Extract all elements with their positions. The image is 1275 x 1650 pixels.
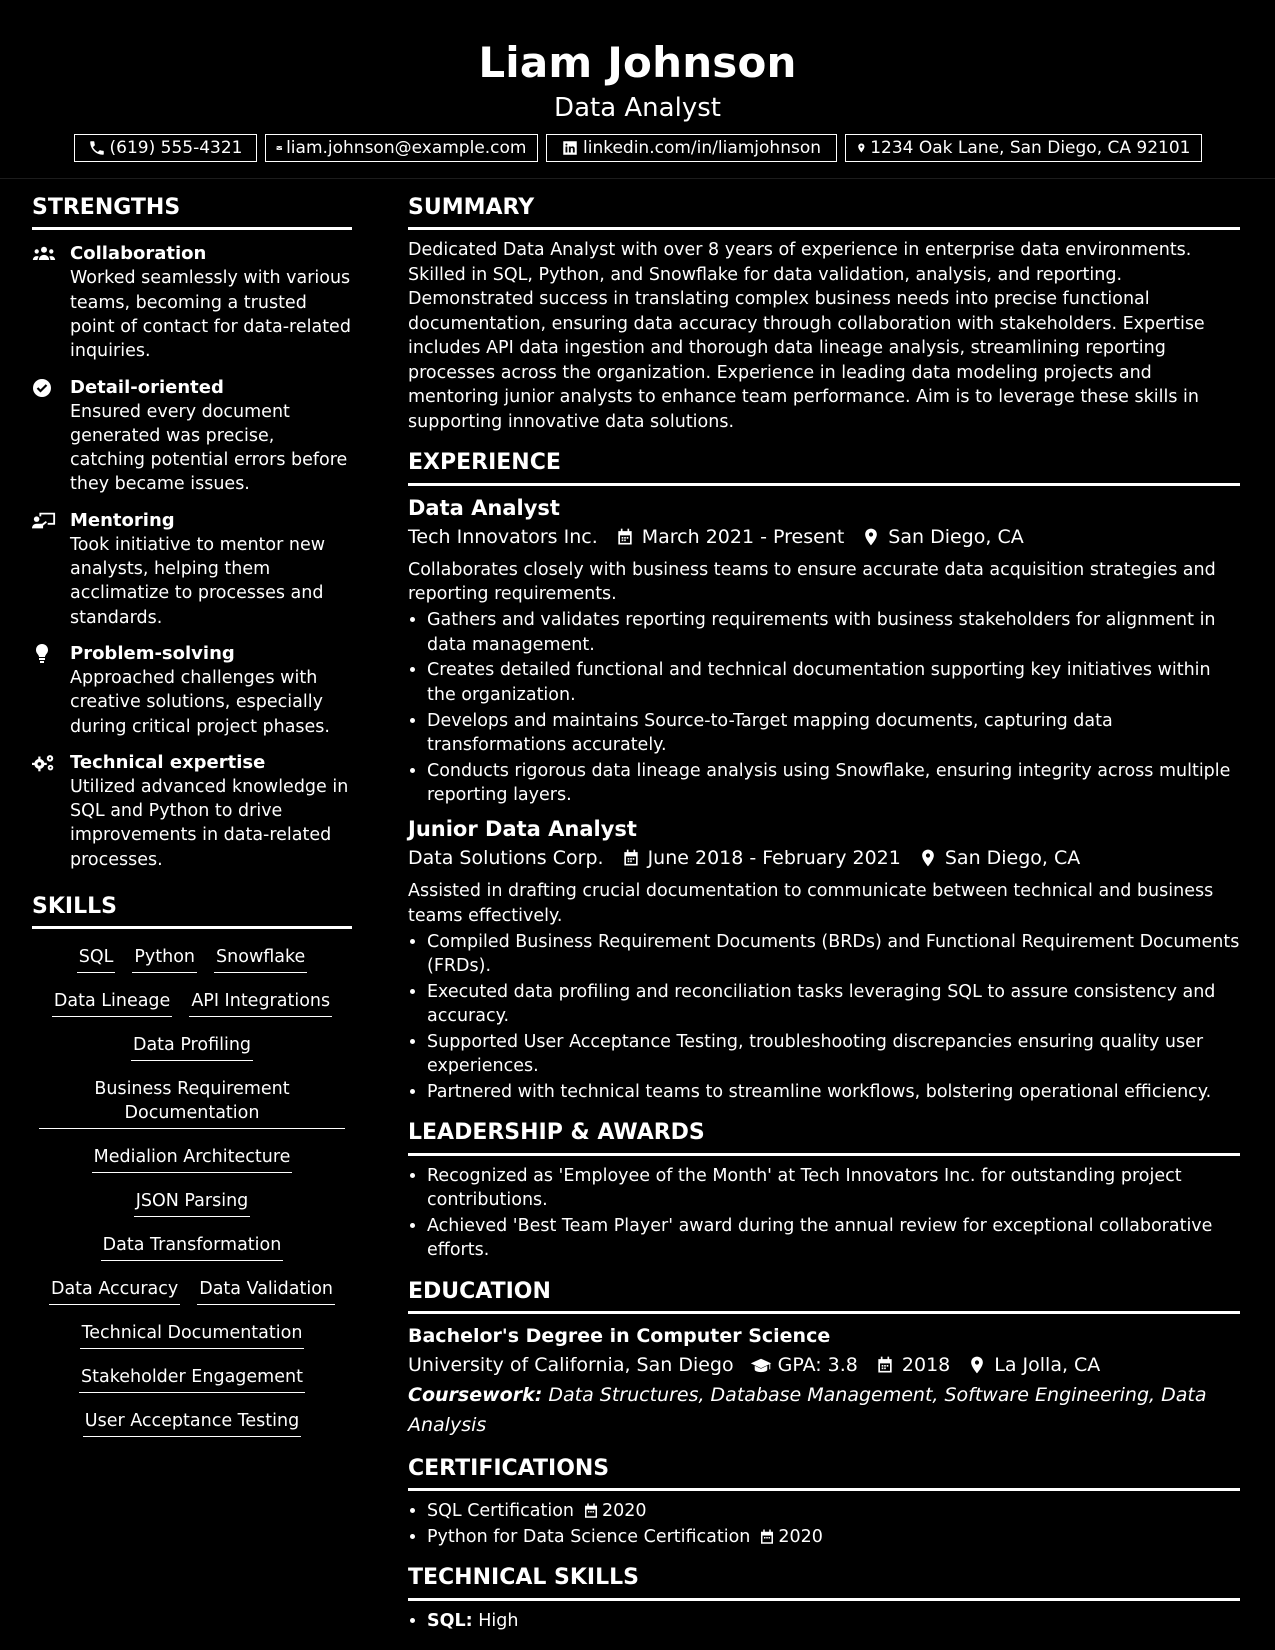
skill-tag: Technical Documentation xyxy=(80,1321,305,1349)
candidate-name: Liam Johnson xyxy=(478,38,797,87)
job-description: Assisted in drafting crucial documentation to communicate between technical and business teams effectively. xyxy=(408,881,1214,926)
skills-list xyxy=(32,945,352,1437)
skill-tag: Data Profiling xyxy=(131,1033,253,1061)
strength-desc: Took initiative to mentor new analysts, helping them acclimatize to processes and standards. xyxy=(70,534,326,628)
job-title: Data Analyst xyxy=(408,495,560,520)
skill-tag: Medialion Architecture xyxy=(92,1145,293,1173)
job-title: Junior Data Analyst xyxy=(408,817,637,842)
strength-desc: Ensured every document generated was precise, catching potential errors before they became issues. xyxy=(70,401,348,495)
gpa: GPA: 3.8 xyxy=(777,1353,858,1376)
certifications-list xyxy=(408,1499,1240,1549)
cert-name: • Python for Data Science Certification xyxy=(427,1527,751,1548)
leadership-list xyxy=(408,1164,1240,1263)
linkedin-icon xyxy=(561,139,579,157)
skill-tag: SQL xyxy=(77,945,116,973)
calendar-icon xyxy=(874,1355,896,1375)
left-column xyxy=(32,195,352,1453)
calendar-icon xyxy=(582,1502,600,1520)
job-bullet: • Partnered with technical teams to streamline workflows, bolstering operational efficiency. xyxy=(427,1080,1240,1104)
job-bullet: • Compiled Business Requirement Documents (BRDs) and Functional Requirement Documents (FRDs). xyxy=(427,930,1240,979)
education-heading: EDUCATION xyxy=(408,1279,1240,1314)
strength-title: Collaboration xyxy=(70,243,207,265)
job-dates: June 2018 - February 2021 xyxy=(647,847,901,870)
job-bullet: • Develops and maintains Source-to-Target mapping documents, capturing data transformations accurately. xyxy=(427,709,1240,758)
address-text: 1234 Oak Lane, San Diego, CA 92101 xyxy=(870,138,1191,158)
technical-skill-item xyxy=(427,1609,1240,1633)
summary-heading: SUMMARY xyxy=(408,195,1240,230)
job-entry xyxy=(408,494,1240,807)
technical-skills-heading: TECHNICAL SKILLS xyxy=(408,1565,1240,1600)
email-text: liam.johnson@example.com xyxy=(286,138,527,158)
school-name: University of California, San Diego xyxy=(408,1353,734,1376)
skill-tag: Data Lineage xyxy=(52,989,172,1017)
calendar-icon xyxy=(620,848,642,868)
phone-contact[interactable] xyxy=(74,134,257,162)
skill-tag: Stakeholder Engagement xyxy=(79,1365,305,1393)
strength-desc: Approached challenges with creative solutions, especially during critical project phases. xyxy=(70,667,330,737)
contact-bar xyxy=(0,134,1275,162)
email-contact[interactable] xyxy=(265,134,538,162)
technical-skills-list xyxy=(408,1609,1240,1633)
map-marker-icon xyxy=(856,139,867,157)
map-marker-icon xyxy=(966,1355,988,1375)
job-entry xyxy=(408,815,1240,1104)
degree-title: Bachelor's Degree in Computer Science xyxy=(408,1324,831,1347)
gears-icon xyxy=(32,753,56,773)
education-meta xyxy=(408,1350,1240,1380)
envelope-icon xyxy=(276,139,283,157)
calendar-icon xyxy=(758,1528,776,1546)
coursework-list: Data Structures, Database Management, Software Engineering, Data Analysis xyxy=(408,1383,1207,1436)
summary-text: Dedicated Data Analyst with over 8 years of experience in enterprise data environments. Skilled in SQL, Python, and Snowflake for data validation, analysis, and reporting. Demonstrated success in translating complex business needs into precise functional documentation, ensuring data accuracy through collaboration with stakeholders. Expertise includes API data ingestion and thorough data lineage analysis, streamlining reporting processes across the organization. Experience in leading data modeling projects and mentoring junior analysts to enhance team performance. Aim is to leverage these skills in supporting innovative data solutions. xyxy=(408,240,1205,432)
map-marker-icon xyxy=(860,527,882,547)
strength-item xyxy=(32,242,352,363)
job-bullet: • Conducts rigorous data lineage analysis using Snowflake, ensuring integrity across multiple reporting layers. xyxy=(427,759,1240,808)
leadership-item: • Recognized as 'Employee of the Month' at Tech Innovators Inc. for outstanding project contributions. xyxy=(427,1164,1240,1213)
job-dates: March 2021 - Present xyxy=(641,525,845,548)
strength-item xyxy=(32,642,352,739)
linkedin-contact[interactable] xyxy=(546,134,837,162)
job-bullets xyxy=(408,930,1240,1105)
chalkboard-teacher-icon xyxy=(32,511,56,531)
cert-year: 2020 xyxy=(778,1527,823,1548)
job-bullet: • Supported User Acceptance Testing, troubleshooting discrepancies ensuring quality user experiences. xyxy=(427,1030,1240,1079)
strength-desc: Utilized advanced knowledge in SQL and Python to drive improvements in data-related processes. xyxy=(70,776,349,870)
candidate-title: Data Analyst xyxy=(554,93,721,123)
tech-skill-level: High xyxy=(478,1610,519,1631)
skill-tag: JSON Parsing xyxy=(134,1189,251,1217)
school-location: La Jolla, CA xyxy=(994,1353,1101,1376)
leadership-item: • Achieved 'Best Team Player' award during the annual review for exceptional collaborative efforts. xyxy=(427,1214,1240,1263)
job-location: San Diego, CA xyxy=(944,847,1081,870)
strength-title: Mentoring xyxy=(70,509,175,531)
job-location: San Diego, CA xyxy=(888,525,1024,548)
tech-skill-name: SQL: xyxy=(427,1610,473,1631)
coursework xyxy=(408,1380,1240,1440)
graduation-cap-icon xyxy=(750,1355,772,1375)
strength-item xyxy=(32,376,352,497)
strength-item xyxy=(32,509,352,630)
lightbulb-icon xyxy=(32,644,56,664)
cert-year: 2020 xyxy=(602,1501,647,1522)
skill-tag: Business Requirement Documentation xyxy=(39,1077,345,1129)
graduation-year: 2018 xyxy=(901,1353,951,1376)
skill-tag: Python xyxy=(132,945,197,973)
skill-tag: Snowflake xyxy=(214,945,307,973)
phone-text: (619) 555-4321 xyxy=(109,138,243,158)
skill-tag: API Integrations xyxy=(189,989,332,1017)
coursework-label: Coursework: xyxy=(408,1383,543,1406)
strength-title: Technical expertise xyxy=(70,751,266,773)
cert-name: • SQL Certification xyxy=(427,1501,574,1522)
certifications-heading: CERTIFICATIONS xyxy=(408,1456,1240,1491)
phone-icon xyxy=(88,139,106,157)
company-name: Data Solutions Corp. xyxy=(408,847,604,870)
experience-heading: EXPERIENCE xyxy=(408,450,1240,485)
resume-header xyxy=(0,0,1275,179)
users-icon xyxy=(32,244,56,264)
skill-tag: Data Transformation xyxy=(101,1233,284,1261)
check-circle-icon xyxy=(32,378,56,398)
job-meta xyxy=(408,522,1240,552)
job-meta xyxy=(408,843,1240,873)
linkedin-text: linkedin.com/in/liamjohnson xyxy=(583,138,821,158)
skill-tag: Data Validation xyxy=(197,1277,335,1305)
job-description: Collaborates closely with business teams to ensure accurate data acquisition strategies and reporting requirements. xyxy=(408,559,1216,605)
strengths-heading: STRENGTHS xyxy=(32,195,352,230)
certification-item xyxy=(427,1499,1240,1523)
strength-desc: Worked seamlessly with various teams, becoming a trusted point of contact for data-related inquiries. xyxy=(70,268,351,362)
skills-heading: SKILLS xyxy=(32,894,352,929)
job-bullet: • Executed data profiling and reconciliation tasks leveraging SQL to assure consistency and accuracy. xyxy=(427,980,1240,1029)
skill-tag: Data Accuracy xyxy=(49,1277,180,1305)
strength-title: Problem-solving xyxy=(70,642,235,664)
job-bullets xyxy=(408,608,1240,807)
company-name: Tech Innovators Inc. xyxy=(408,525,598,548)
right-column xyxy=(408,195,1240,1635)
certification-item xyxy=(427,1525,1240,1549)
calendar-icon xyxy=(614,527,636,547)
map-marker-icon xyxy=(917,848,939,868)
address-contact xyxy=(845,134,1202,162)
skill-tag: User Acceptance Testing xyxy=(83,1409,301,1437)
job-bullet: • Creates detailed functional and technical documentation supporting key initiatives within the organization. xyxy=(427,658,1240,707)
job-bullet: • Gathers and validates reporting requirements with business stakeholders for alignment in data management. xyxy=(427,608,1240,657)
strength-title: Detail-oriented xyxy=(70,376,224,398)
strength-item xyxy=(32,751,352,872)
leadership-heading: LEADERSHIP & AWARDS xyxy=(408,1120,1240,1155)
